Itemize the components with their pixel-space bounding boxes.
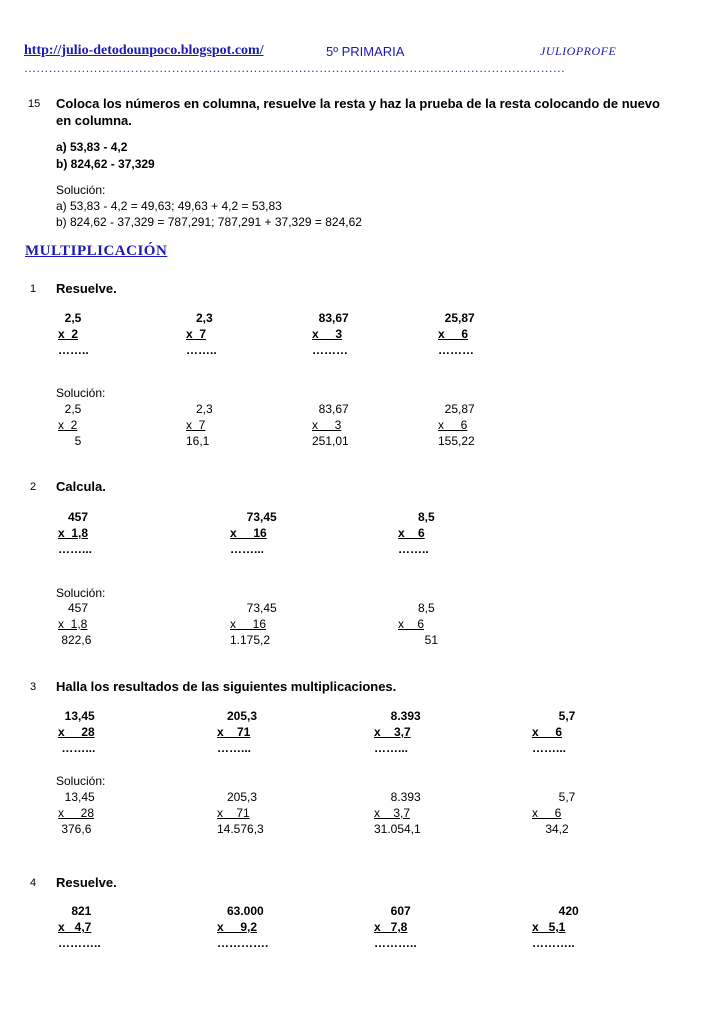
answer-blank: …………. <box>217 936 269 950</box>
operand: 8.393 <box>374 709 421 723</box>
operand: 420 <box>532 904 579 918</box>
result: 34,2 <box>532 822 569 836</box>
result: 822,6 <box>58 633 92 647</box>
exercise-4-number: 4 <box>30 877 37 889</box>
ex1-problem-2 <box>186 310 217 358</box>
operand: 2,5 <box>58 402 82 416</box>
multiplier: x 6 <box>532 806 562 820</box>
ex1-problem-3 <box>312 310 349 358</box>
multiplier: x 5,1 <box>532 920 566 934</box>
ex3-problem-1 <box>58 708 95 756</box>
answer-blank: ……... <box>230 542 265 556</box>
multiplier: x 28 <box>58 806 95 820</box>
ex1-solution-label: Solución: <box>56 386 106 400</box>
operand: 457 <box>58 601 89 615</box>
operand: 73,45 <box>230 510 277 524</box>
answer-blank: ……… <box>438 343 474 357</box>
multiplier: x 2 <box>58 327 79 341</box>
ex1-solution-1 <box>58 401 81 449</box>
operand: 25,87 <box>438 311 475 325</box>
exercise-1-title: Resuelve. <box>56 281 117 296</box>
ex1-solution-3 <box>312 401 349 449</box>
multiplier: x 6 <box>438 327 469 341</box>
multiplier: x 7 <box>186 327 207 341</box>
multiplier: x 2 <box>58 418 78 432</box>
result: 251,01 <box>312 434 349 448</box>
multiplier: x 1,8 <box>58 617 88 631</box>
answer-blank: ……….. <box>374 936 417 950</box>
exercise-1-number: 1 <box>30 283 37 295</box>
ex3-problem-4 <box>532 708 575 756</box>
multiplier: x 71 <box>217 806 250 820</box>
ex3-solution-1 <box>58 789 95 837</box>
blog-link[interactable]: http://julio-detodounpoco.blogspot.com/ <box>24 43 264 58</box>
ex3-solution-2 <box>217 789 264 837</box>
answer-blank: ……… <box>312 343 348 357</box>
operand: 5,7 <box>532 790 576 804</box>
grade-label: 5º PRIMARIA <box>326 44 405 59</box>
operand: 8.393 <box>374 790 421 804</box>
exercise-3-number: 3 <box>30 681 37 693</box>
ex4-problem-1 <box>58 903 101 951</box>
multiplier: x 28 <box>58 725 95 739</box>
ex1-solution-2 <box>186 401 213 449</box>
answer-blank: ……….. <box>58 936 101 950</box>
answer-blank: ……... <box>532 741 567 755</box>
ex3-problem-2 <box>217 708 257 756</box>
multiplier: x 16 <box>230 617 267 631</box>
ex2-problem-1 <box>58 509 92 557</box>
ex2-solution-3 <box>398 600 438 648</box>
multiplier: x 6 <box>398 617 425 631</box>
answer-blank: …….. <box>398 542 429 556</box>
ex3-solution-3 <box>374 789 421 837</box>
operand: 2,3 <box>186 311 213 325</box>
result: 5 <box>58 434 82 448</box>
section-title: MULTIPLICACIÓN <box>25 243 168 259</box>
operand: 2,3 <box>186 402 213 416</box>
ex2-solution-2 <box>230 600 277 648</box>
operand: 83,67 <box>312 402 349 416</box>
multiplier: x 6 <box>438 418 468 432</box>
operand: 457 <box>58 510 89 524</box>
ex4-problem-3 <box>374 903 417 951</box>
multiplier: x 9,2 <box>217 920 258 934</box>
answer-blank: …….. <box>186 343 217 357</box>
ex4-problem-4 <box>532 903 579 951</box>
operand: 25,87 <box>438 402 475 416</box>
exercise-15-solution-b: b) 824,62 - 37,329 = 787,291; 787,291 + 37,329 = 824,62 <box>56 215 362 229</box>
answer-blank: ……….. <box>532 936 575 950</box>
result: 376,6 <box>58 822 92 836</box>
exercise-15-item-a: a) 53,83 - 4,2 <box>56 140 128 154</box>
multiplier: x 3 <box>312 418 342 432</box>
exercise-15-instruction-line2: en columna. <box>56 113 132 128</box>
multiplier: x 6 <box>532 725 563 739</box>
result: 31.054,1 <box>374 822 421 836</box>
result: 155,22 <box>438 434 475 448</box>
ex3-solution-4 <box>532 789 575 837</box>
operand: 83,67 <box>312 311 349 325</box>
answer-blank: ……... <box>58 741 96 755</box>
operand: 13,45 <box>58 790 95 804</box>
ex1-problem-4 <box>438 310 475 358</box>
exercise-4-title: Resuelve. <box>56 875 117 890</box>
multiplier: x 71 <box>217 725 251 739</box>
ex2-solution-1 <box>58 600 91 648</box>
answer-blank: ……... <box>217 741 252 755</box>
operand: 2,5 <box>58 311 82 325</box>
ex1-solution-4 <box>438 401 475 449</box>
multiplier: x 4,7 <box>58 920 92 934</box>
answer-blank: ……... <box>374 741 409 755</box>
answer-blank: ……... <box>58 542 93 556</box>
operand: 8,5 <box>398 601 435 615</box>
ex4-problem-2 <box>217 903 268 951</box>
exercise-3-title: Halla los resultados de las siguientes multiplicaciones. <box>56 679 397 694</box>
exercise-15-number: 15 <box>28 98 41 110</box>
ex3-problem-3 <box>374 708 421 756</box>
exercise-2-title: Calcula. <box>56 479 106 494</box>
exercise-15-instruction-line1: Coloca los números en columna, resuelve la resta y haz la prueba de la resta colocando de nuevo <box>56 96 660 111</box>
multiplier: x 3,7 <box>374 725 411 739</box>
operand: 73,45 <box>230 601 277 615</box>
operand: 205,3 <box>217 790 258 804</box>
operand: 8,5 <box>398 510 435 524</box>
ex2-problem-2 <box>230 509 277 557</box>
result: 14.576,3 <box>217 822 264 836</box>
ex2-problem-3 <box>398 509 435 557</box>
operand: 13,45 <box>58 709 95 723</box>
operand: 5,7 <box>532 709 576 723</box>
operand: 821 <box>58 904 92 918</box>
result: 16,1 <box>186 434 210 448</box>
exercise-15-solution-label: Solución: <box>56 183 106 197</box>
exercise-15-item-b: b) 824,62 - 37,329 <box>56 157 155 171</box>
result: 51 <box>398 633 439 647</box>
operand: 607 <box>374 904 411 918</box>
multiplier: x 3,7 <box>374 806 411 820</box>
exercise-2-number: 2 <box>30 481 37 493</box>
answer-blank: …….. <box>58 343 89 357</box>
ex1-problem-1 <box>58 310 89 358</box>
header-divider-dots: …………………………………………………………………………………………………………………… <box>24 61 566 75</box>
multiplier: x 7,8 <box>374 920 408 934</box>
multiplier: x 1,8 <box>58 526 89 540</box>
multiplier: x 3 <box>312 327 343 341</box>
multiplier: x 7 <box>186 418 206 432</box>
author-label: JULIOPROFE <box>540 44 617 58</box>
multiplier: x 16 <box>230 526 267 540</box>
operand: 63.000 <box>217 904 264 918</box>
exercise-15-solution-a: a) 53,83 - 4,2 = 49,63; 49,63 + 4,2 = 53,83 <box>56 199 282 213</box>
operand: 205,3 <box>217 709 258 723</box>
ex3-solution-label: Solución: <box>56 774 106 788</box>
ex2-solution-label: Solución: <box>56 586 106 600</box>
multiplier: x 6 <box>398 526 425 540</box>
result: 1.175,2 <box>230 633 271 647</box>
